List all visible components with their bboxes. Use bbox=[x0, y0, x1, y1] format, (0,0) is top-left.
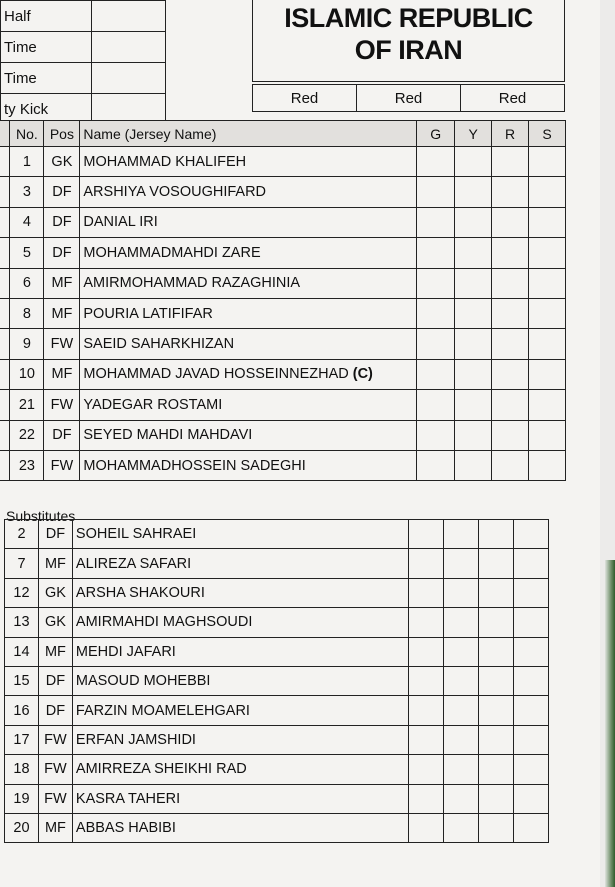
card-cell bbox=[514, 813, 549, 842]
card-cell bbox=[514, 637, 549, 666]
player-position: FW bbox=[44, 329, 80, 359]
card-cell bbox=[409, 578, 444, 607]
player-position: FW bbox=[38, 755, 72, 784]
table-row bbox=[0, 298, 566, 328]
card-cell bbox=[455, 298, 492, 328]
card-cell bbox=[455, 359, 492, 389]
card-cell bbox=[492, 147, 529, 177]
card-cell bbox=[529, 238, 566, 268]
kit-color: Red bbox=[253, 85, 357, 112]
table-row bbox=[0, 329, 566, 359]
player-position: MF bbox=[44, 268, 80, 298]
player-number: 8 bbox=[10, 298, 44, 328]
player-name bbox=[72, 784, 408, 813]
col-y: Y bbox=[455, 121, 492, 147]
starters-table bbox=[0, 120, 566, 481]
card-cell bbox=[514, 520, 549, 549]
player-position: DF bbox=[44, 420, 80, 450]
player-name bbox=[80, 359, 417, 389]
card-cell bbox=[417, 298, 455, 328]
player-name-text: MOHAMMADHOSSEIN SADEGHI bbox=[83, 457, 306, 474]
match-info-table bbox=[0, 0, 166, 125]
card-cell bbox=[514, 666, 549, 695]
player-name-text: DANIAL IRI bbox=[83, 214, 158, 231]
card-cell bbox=[492, 420, 529, 450]
player-name-text: MASOUD MOHEBBI bbox=[75, 673, 211, 690]
player-number: 6 bbox=[10, 268, 44, 298]
player-position: FW bbox=[44, 390, 80, 420]
player-name-text: AMIRMAHDI MAGHSOUDI bbox=[75, 614, 253, 631]
player-number: 16 bbox=[5, 696, 39, 725]
info-label: Time bbox=[1, 63, 92, 94]
table-row bbox=[5, 608, 549, 637]
card-cell bbox=[409, 666, 444, 695]
card-cell bbox=[409, 608, 444, 637]
card-cell bbox=[514, 784, 549, 813]
col-r: R bbox=[492, 121, 529, 147]
player-name-text: ARSHA SHAKOURI bbox=[75, 584, 205, 601]
table-row bbox=[5, 696, 549, 725]
card-cell bbox=[479, 813, 514, 842]
card-cell bbox=[417, 450, 455, 480]
player-name-text: SOHEIL SAHRAEI bbox=[75, 526, 197, 543]
card-cell bbox=[492, 207, 529, 237]
card-cell bbox=[409, 784, 444, 813]
card-cell bbox=[409, 637, 444, 666]
card-cell bbox=[479, 578, 514, 607]
card-cell bbox=[417, 177, 455, 207]
player-name-text: ALIREZA SAFARI bbox=[75, 555, 192, 572]
col-s: S bbox=[529, 121, 566, 147]
player-position: MF bbox=[44, 298, 80, 328]
player-name bbox=[72, 520, 408, 549]
substitutes-table bbox=[4, 519, 549, 843]
card-cell bbox=[417, 268, 455, 298]
player-name-text: ERFAN JAMSHIDI bbox=[75, 731, 196, 748]
player-position: DF bbox=[38, 666, 72, 695]
card-cell bbox=[479, 637, 514, 666]
card-cell bbox=[529, 177, 566, 207]
card-cell bbox=[529, 420, 566, 450]
card-cell bbox=[529, 147, 566, 177]
player-name bbox=[80, 390, 417, 420]
info-label: ty Kick bbox=[1, 94, 92, 125]
card-cell bbox=[444, 578, 479, 607]
card-cell bbox=[444, 549, 479, 578]
card-cell bbox=[492, 268, 529, 298]
card-cell bbox=[479, 520, 514, 549]
player-position: DF bbox=[44, 238, 80, 268]
card-cell bbox=[417, 390, 455, 420]
card-cell bbox=[409, 696, 444, 725]
player-number: 3 bbox=[10, 177, 44, 207]
player-name-text: POURIA LATIFIFAR bbox=[83, 305, 213, 322]
player-number: 12 bbox=[5, 578, 39, 607]
card-cell bbox=[455, 390, 492, 420]
card-cell bbox=[455, 207, 492, 237]
player-number: 22 bbox=[10, 420, 44, 450]
kit-colors-row bbox=[252, 84, 565, 112]
player-name bbox=[80, 420, 417, 450]
card-cell bbox=[529, 298, 566, 328]
card-cell bbox=[492, 390, 529, 420]
table-row bbox=[0, 177, 566, 207]
card-cell bbox=[492, 298, 529, 328]
player-name bbox=[80, 147, 417, 177]
card-cell bbox=[444, 755, 479, 784]
card-cell bbox=[529, 450, 566, 480]
team-name-box bbox=[252, 0, 565, 82]
info-label: Half bbox=[1, 1, 92, 32]
card-cell bbox=[514, 696, 549, 725]
table-row bbox=[5, 725, 549, 754]
card-cell bbox=[444, 666, 479, 695]
player-name bbox=[72, 666, 408, 695]
player-position: GK bbox=[44, 147, 80, 177]
player-position: FW bbox=[38, 725, 72, 754]
player-name bbox=[72, 755, 408, 784]
player-number: 23 bbox=[10, 450, 44, 480]
player-position: MF bbox=[38, 813, 72, 842]
substitutes-label: Substitutes bbox=[6, 508, 76, 524]
player-number: 10 bbox=[10, 359, 44, 389]
card-cell bbox=[417, 420, 455, 450]
table-row bbox=[0, 147, 566, 177]
captain-mark: (C) bbox=[352, 366, 373, 383]
card-cell bbox=[479, 608, 514, 637]
table-row bbox=[0, 268, 566, 298]
player-name bbox=[72, 637, 408, 666]
player-name bbox=[80, 207, 417, 237]
player-name bbox=[80, 329, 417, 359]
card-cell bbox=[417, 329, 455, 359]
table-row bbox=[0, 390, 566, 420]
card-cell bbox=[479, 725, 514, 754]
table-row bbox=[5, 666, 549, 695]
player-number: 14 bbox=[5, 637, 39, 666]
card-cell bbox=[455, 329, 492, 359]
card-cell bbox=[444, 608, 479, 637]
card-cell bbox=[455, 268, 492, 298]
player-name-text: MEHDI JAFARI bbox=[75, 643, 176, 660]
player-name bbox=[80, 268, 417, 298]
player-number: 7 bbox=[5, 549, 39, 578]
player-number: 20 bbox=[5, 813, 39, 842]
table-row bbox=[0, 420, 566, 450]
table-row bbox=[5, 637, 549, 666]
player-name-text: ABBAS HABIBI bbox=[75, 820, 176, 837]
table-row bbox=[0, 207, 566, 237]
table-row bbox=[5, 813, 549, 842]
player-position: GK bbox=[38, 608, 72, 637]
card-cell bbox=[479, 549, 514, 578]
card-cell bbox=[455, 147, 492, 177]
player-number: 4 bbox=[10, 207, 44, 237]
card-cell bbox=[444, 696, 479, 725]
player-number: 13 bbox=[5, 608, 39, 637]
card-cell bbox=[409, 755, 444, 784]
table-row bbox=[0, 238, 566, 268]
card-cell bbox=[514, 578, 549, 607]
player-position: MF bbox=[38, 637, 72, 666]
card-cell bbox=[492, 177, 529, 207]
card-cell bbox=[417, 238, 455, 268]
col-name: Name (Jersey Name) bbox=[80, 121, 417, 147]
table-row bbox=[5, 578, 549, 607]
card-cell bbox=[529, 329, 566, 359]
player-name bbox=[72, 608, 408, 637]
card-cell bbox=[409, 725, 444, 754]
player-number: 5 bbox=[10, 238, 44, 268]
player-name bbox=[72, 696, 408, 725]
player-name-text: MOHAMMADMAHDI ZARE bbox=[83, 244, 261, 261]
table-header bbox=[0, 121, 566, 147]
player-position: MF bbox=[44, 359, 80, 389]
kit-color: Red bbox=[357, 85, 461, 112]
card-cell bbox=[479, 755, 514, 784]
player-name bbox=[80, 298, 417, 328]
card-cell bbox=[514, 549, 549, 578]
card-cell bbox=[417, 207, 455, 237]
col-pos: Pos bbox=[44, 121, 80, 147]
card-cell bbox=[492, 359, 529, 389]
player-number: 18 bbox=[5, 755, 39, 784]
background-edge bbox=[605, 560, 615, 887]
card-cell bbox=[444, 520, 479, 549]
card-cell bbox=[417, 359, 455, 389]
card-cell bbox=[444, 725, 479, 754]
col-g: G bbox=[417, 121, 455, 147]
player-name bbox=[72, 549, 408, 578]
card-cell bbox=[409, 813, 444, 842]
card-cell bbox=[479, 696, 514, 725]
card-cell bbox=[455, 238, 492, 268]
player-number: 9 bbox=[10, 329, 44, 359]
player-position: FW bbox=[44, 450, 80, 480]
player-name-text: SEYED MAHDI MAHDAVI bbox=[83, 427, 253, 444]
card-cell bbox=[417, 147, 455, 177]
player-position: DF bbox=[38, 696, 72, 725]
player-position: MF bbox=[38, 549, 72, 578]
card-cell bbox=[444, 813, 479, 842]
card-cell bbox=[492, 329, 529, 359]
player-name-text: AMIRMOHAMMAD RAZAGHINIA bbox=[83, 275, 301, 292]
team-name-line1: ISLAMIC REPUBLIC bbox=[284, 3, 533, 33]
card-cell bbox=[529, 390, 566, 420]
player-number: 19 bbox=[5, 784, 39, 813]
card-cell bbox=[455, 450, 492, 480]
player-name bbox=[72, 578, 408, 607]
player-number: 1 bbox=[10, 147, 44, 177]
card-cell bbox=[514, 725, 549, 754]
card-cell bbox=[479, 784, 514, 813]
card-cell bbox=[492, 238, 529, 268]
card-cell bbox=[479, 666, 514, 695]
card-cell bbox=[492, 450, 529, 480]
table-row bbox=[0, 450, 566, 480]
player-name bbox=[80, 177, 417, 207]
col-no: No. bbox=[10, 121, 44, 147]
player-number: 17 bbox=[5, 725, 39, 754]
player-name bbox=[72, 725, 408, 754]
kit-color: Red bbox=[461, 85, 565, 112]
player-name-text: SAEID SAHARKHIZAN bbox=[83, 336, 235, 353]
card-cell bbox=[455, 420, 492, 450]
table-row bbox=[5, 520, 549, 549]
table-row bbox=[0, 359, 566, 389]
table-row bbox=[5, 755, 549, 784]
player-name bbox=[80, 450, 417, 480]
player-position: FW bbox=[38, 784, 72, 813]
card-cell bbox=[409, 549, 444, 578]
card-cell bbox=[529, 268, 566, 298]
card-cell bbox=[409, 520, 444, 549]
player-position: DF bbox=[38, 520, 72, 549]
table-row bbox=[5, 784, 549, 813]
table-row bbox=[5, 549, 549, 578]
player-position: DF bbox=[44, 177, 80, 207]
player-name bbox=[72, 813, 408, 842]
card-cell bbox=[455, 177, 492, 207]
card-cell bbox=[444, 637, 479, 666]
player-position: DF bbox=[44, 207, 80, 237]
player-number: 21 bbox=[10, 390, 44, 420]
card-cell bbox=[514, 608, 549, 637]
team-name-line2: OF IRAN bbox=[354, 35, 463, 65]
card-cell bbox=[529, 207, 566, 237]
player-number: 2 bbox=[5, 520, 39, 549]
player-position: GK bbox=[38, 578, 72, 607]
player-name-text: MOHAMMAD JAVAD HOSSEINNEZHAD bbox=[83, 366, 349, 383]
player-name-text: AMIRREZA SHEIKHI RAD bbox=[75, 761, 247, 778]
card-cell bbox=[444, 784, 479, 813]
info-label: Time bbox=[1, 32, 92, 63]
player-name-text: ARSHIYA VOSOUGHIFARD bbox=[83, 184, 267, 201]
player-name bbox=[80, 238, 417, 268]
card-cell bbox=[514, 755, 549, 784]
player-name-text: KASRA TAHERI bbox=[75, 790, 181, 807]
player-name-text: FARZIN MOAMELEHGARI bbox=[75, 702, 250, 719]
player-number: 15 bbox=[5, 666, 39, 695]
card-cell bbox=[529, 359, 566, 389]
player-name-text: MOHAMMAD KHALIFEH bbox=[83, 153, 247, 170]
player-name-text: YADEGAR ROSTAMI bbox=[83, 396, 223, 413]
